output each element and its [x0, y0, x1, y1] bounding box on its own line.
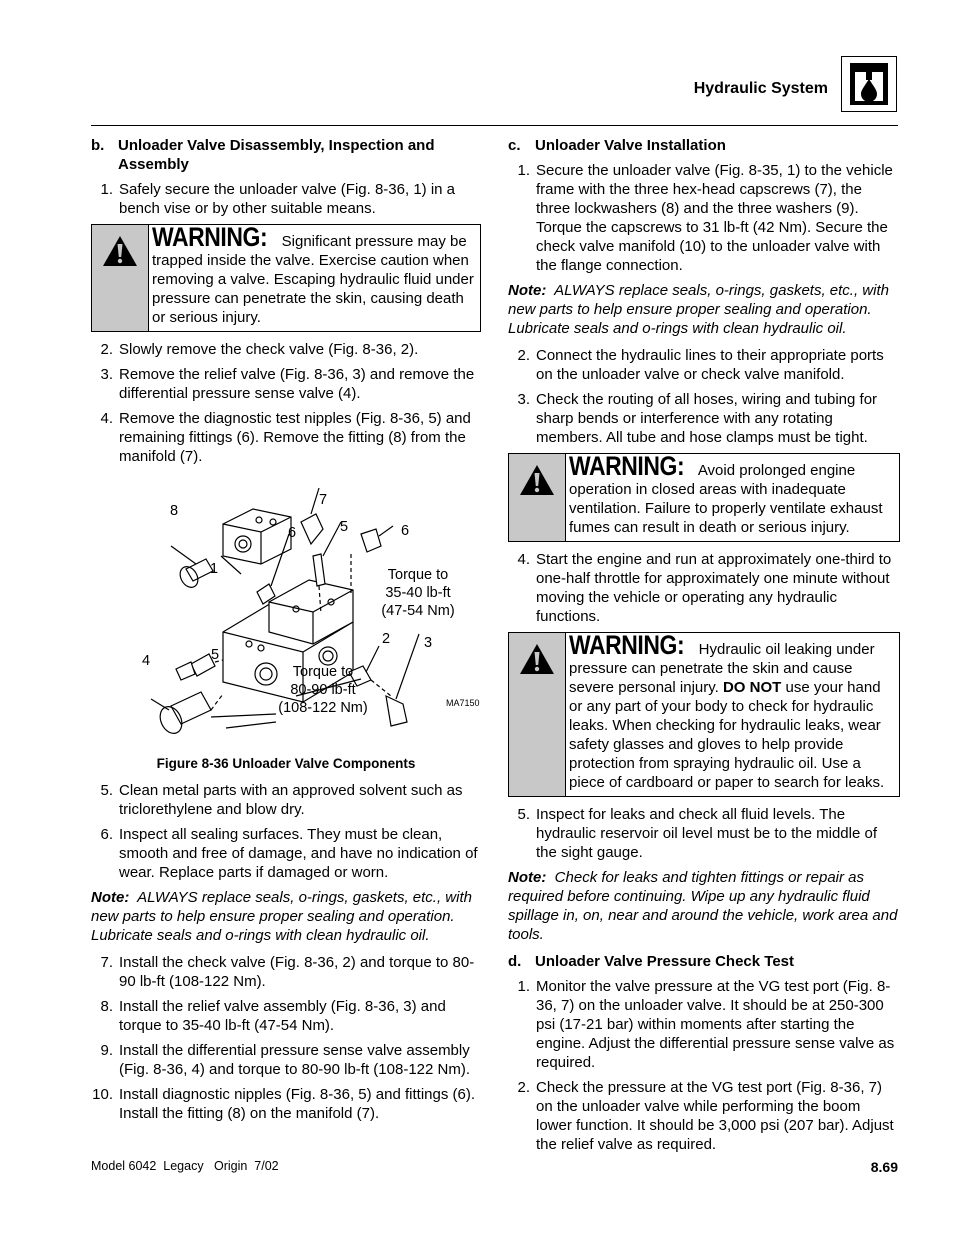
warning-text: Significant pressure may be trapped inside the valve. Exercise caution when removing a valve. Escaping hydraulic fluid under pressure can penetrate the skin, causing death or serious injury. [152, 233, 474, 326]
callout-label: 6 [401, 523, 410, 539]
step-item: 2. Connect the hydraulic lines to their appropriate ports on the unloader valve or check valve manifold. [517, 347, 884, 383]
step-item: 5. Clean metal parts with an approved solvent such as triclorethylene and blow dry. [100, 782, 463, 818]
step-item: 6. Inspect all sealing surfaces. They must be clean, smooth and free of damage, and have no indication of wear. Replace parts if damaged or worn. [100, 826, 478, 881]
warning-text: Hydraulic oil leaking under pressure can penetrate the skin and cause severe personal injury. [569, 641, 875, 696]
section-b-heading: b. Unloader Valve Disassembly, Inspection and Assembly [91, 137, 435, 173]
warning-label: WARNING: [569, 630, 685, 660]
warning-label: WARNING: [569, 451, 685, 481]
footer-model: Model 6042 Legacy Origin 7/02 [91, 1159, 279, 1173]
callout-label: 5 [211, 647, 220, 663]
step-item: 3. Check the routing of all hoses, wiring and tubing for sharp bends or interference with any rotating members. All tube and hose clamps must be tight. [517, 391, 878, 446]
right-column [508, 136, 900, 1160]
step-item: 8. Install the relief valve assembly (Fig. 8-36, 3) and torque to 35-40 lb-ft (47-54 Nm). [100, 998, 446, 1034]
warning-box [91, 224, 481, 332]
step-item: 5. Inspect for leaks and check all fluid levels. The hydraulic reservoir oil level must be to the middle of the sight gauge. [517, 806, 877, 861]
step-item: 2. Slowly remove the check valve (Fig. 8-36, 2). [100, 341, 419, 358]
step-item: 4. Remove the diagnostic test nipples (Fig. 8-36, 5) and remaining fittings (6). Remove the fitting (8) from the manifold (7). [100, 410, 471, 465]
figure-caption: Figure 8-36 Unloader Valve Components [156, 756, 416, 771]
callout-label: 4 [142, 653, 151, 669]
warning-box [508, 453, 900, 542]
warning-emphasis: DO NOT [722, 679, 782, 696]
callout-label: 7 [319, 492, 328, 508]
step-item: 1. Monitor the valve pressure at the VG test port (Fig. 8-36, 7) on the unloader valve. It should be at 250-300 psi (17-21 bar) within moments after starting the engine. Adjust the differential pressure sense valve as required. [517, 978, 895, 1071]
callout-label: 5 [340, 519, 349, 535]
warning-box: WARNING: Hydraulic oil leaking under pressure can penetrate the skin and cause severe personal injury. DO NOT use your hand or any part of your body to check for hydraulic leaks. When checking for hydraulic leaks, wear safety glasses and gloves to help provide protection from spraying hydraulic oil. Use a piece of cardboard or paper to search for leaks. [508, 632, 900, 797]
unloader-valve-figure [91, 474, 481, 750]
note: Note: ALWAYS replace seals, o-rings, gaskets, etc., with new parts to help ensure proper sealing and operation. Lubricate seals and o-rings with clean hydraulic oil. [91, 889, 472, 944]
note: Note: Check for leaks and tighten fittings or repair as required before continuing. Wipe up any hydraulic fluid spillage in, on, near and around the vehicle, work area and tools. [508, 869, 898, 943]
callout-label: 3 [424, 635, 433, 651]
warning-triangle-icon [102, 235, 138, 267]
warning-triangle-icon [519, 464, 555, 496]
step-item: 3. Remove the relief valve (Fig. 8-36, 3) and remove the differential pressure sense valve (4). [100, 366, 475, 402]
step-item: 1. Secure the unloader valve (Fig. 8-35, 1) to the vehicle frame with the three hex-head capscrews (7), the three lockwashers (8) and the three washers (9). Torque the capscrews to 31 lb-ft (42 Nm). Secure the check valve manifold (10) to the unloader valve with the flange connection. [517, 162, 893, 274]
callout-label: 6 [288, 525, 297, 541]
step-item: 4. Start the engine and run at approximately one-third to one-half throttle for approximately one minute without moving the vehicle or operating any hydraulic functions. [517, 551, 892, 625]
note: Note: ALWAYS replace seals, o-rings, gaskets, etc., with new parts to help ensure proper sealing and operation. Lubricate seals and o-rings with clean hydraulic oil. [508, 282, 889, 337]
callout-label: 2 [382, 631, 391, 647]
step-item: 2. Check the pressure at the VG test port (Fig. 8-36, 7) on the unloader valve while performing the boom lower function. It should be 3,000 psi (207 bar). Adjust the relief valve as required. [517, 1079, 894, 1153]
figure-id: MA7150 [446, 698, 480, 708]
step-item: 9. Install the differential pressure sense valve assembly (Fig. 8-36, 4) and torque to 80-90 lb-ft (108-122 Nm). [100, 1042, 471, 1078]
warning-label: WARNING: [152, 222, 268, 252]
step-item: 10. Install diagnostic nipples (Fig. 8-36, 5) and fittings (6). Install the fitting (8) on the manifold (7). [92, 1086, 476, 1122]
left-column [91, 136, 481, 1129]
hydraulic-system-icon [841, 56, 897, 112]
torque-callout-35-40: Torque to 35-40 lb-ft (47-54 Nm) [381, 567, 455, 619]
torque-callout-80-90: Torque to 80-90 lb-ft (108-122 Nm) [278, 664, 368, 716]
section-c-heading: c. Unloader Valve Installation [508, 137, 726, 154]
header-rule [91, 125, 898, 126]
warning-triangle-icon [519, 643, 555, 675]
callout-label: 8 [170, 503, 179, 519]
callout-label: 1 [210, 561, 219, 577]
warning-text: Avoid prolonged engine operation in closed areas with inadequate ventilation. Failure to properly ventilate exhaust fumes can result in death or serious injury. [569, 462, 883, 536]
step-item: 1. Safely secure the unloader valve (Fig. 8-36, 1) in a bench vise or by other suitable means. [100, 181, 456, 217]
section-d-heading: d. Unloader Valve Pressure Check Test [508, 953, 795, 970]
page-number: 8.69 [870, 1159, 898, 1175]
section-title: Hydraulic System [693, 80, 828, 97]
step-item: 7. Install the check valve (Fig. 8-36, 2) and torque to 80-90 lb-ft (108-122 Nm). [100, 954, 475, 990]
